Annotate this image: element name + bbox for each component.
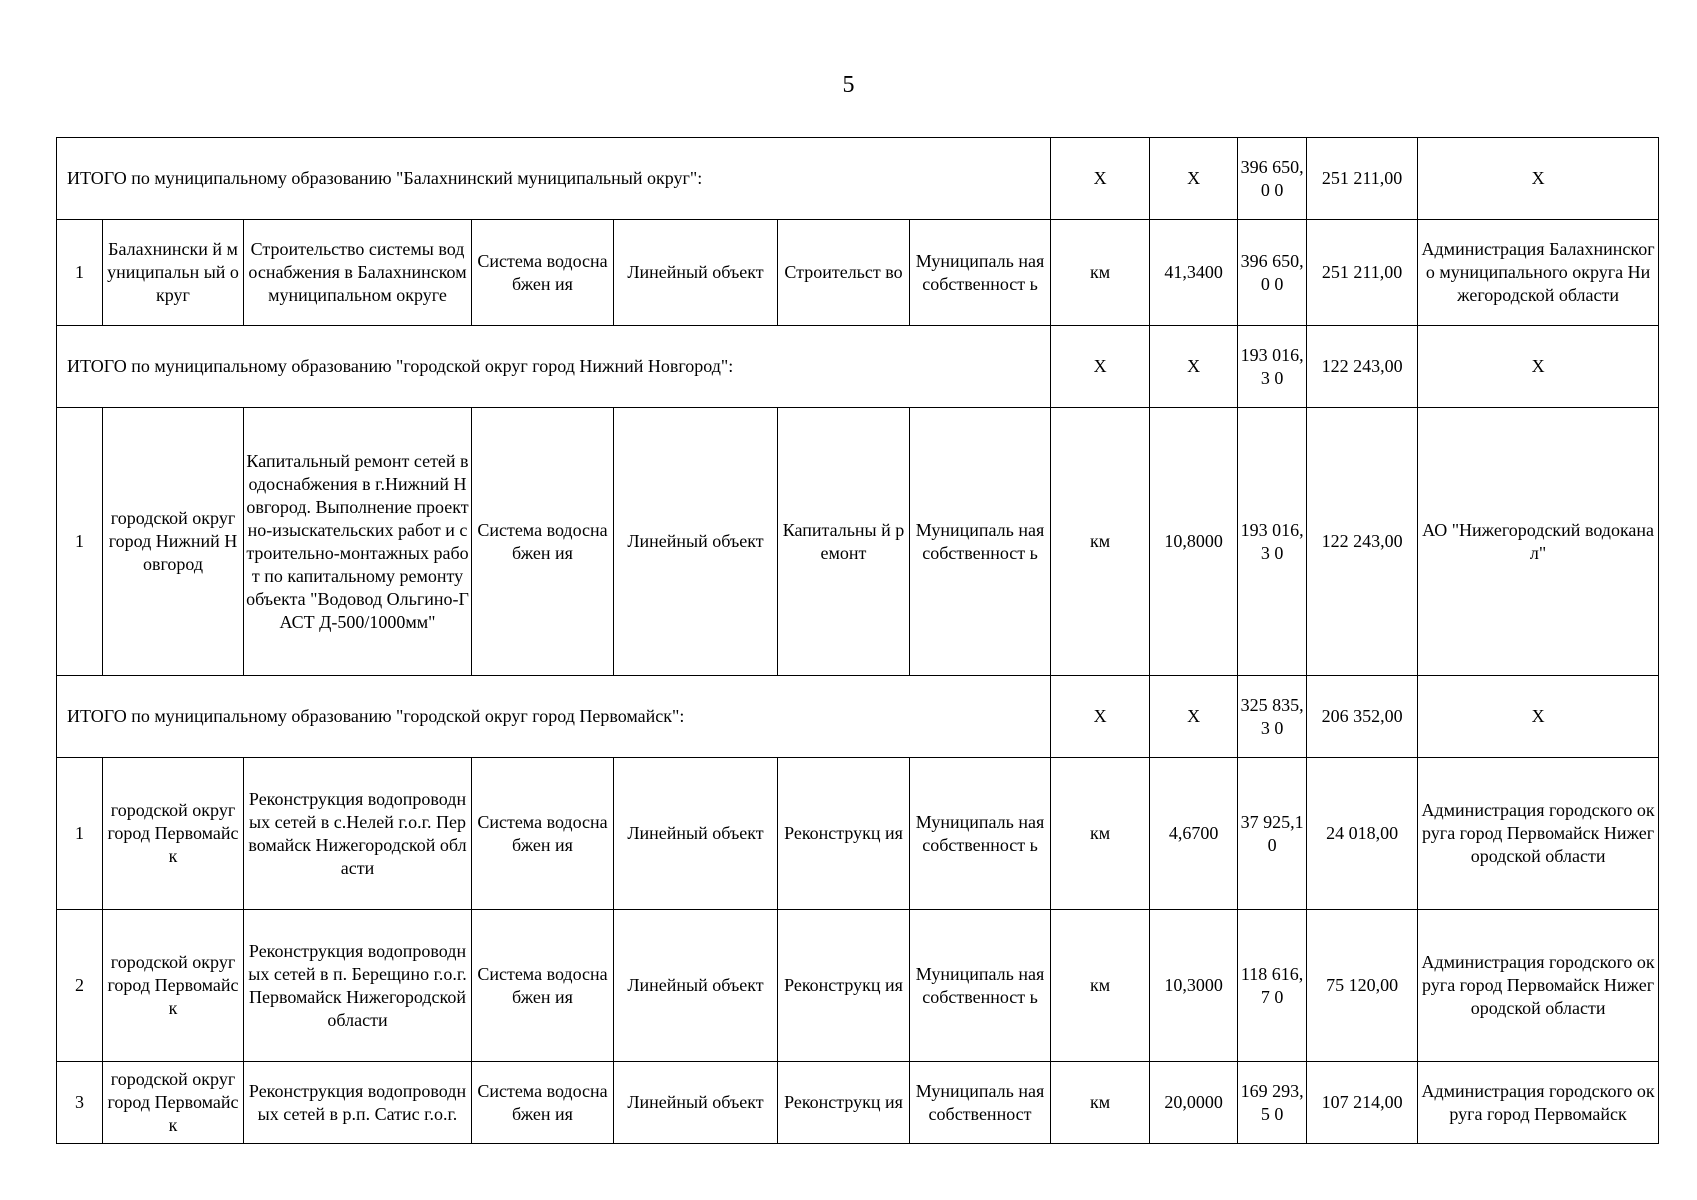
- object-name-cell: Реконструкция водопроводных сетей в п. Берещино г.о.г. Первомайск Нижегородской области: [244, 910, 472, 1062]
- object-type-cell: Линейный объект: [614, 408, 778, 676]
- object-type-cell: Линейный объект: [614, 1062, 778, 1144]
- total-x-cell: X: [1051, 138, 1150, 220]
- row-number: 1: [57, 758, 103, 910]
- ownership-cell: Муниципаль ная собственност: [910, 1062, 1051, 1144]
- length-cell: 4,6700: [1150, 758, 1238, 910]
- cost-part-cell: 122 243,00: [1307, 408, 1418, 676]
- cost-total-cell: 396 650,0 0: [1238, 220, 1307, 326]
- row-number: 1: [57, 408, 103, 676]
- row-number: 2: [57, 910, 103, 1062]
- customer-cell: Администрация городского округа город Первомайск Нижегородской области: [1418, 758, 1659, 910]
- municipality-cell: городской округ город Первомайск: [103, 1062, 244, 1144]
- total-x-cell: X: [1150, 676, 1238, 758]
- length-cell: 41,3400: [1150, 220, 1238, 326]
- total-label: ИТОГО по муниципальному образованию "городской округ город Нижний Новгород":: [57, 326, 1051, 408]
- object-type-cell: Линейный объект: [614, 910, 778, 1062]
- total-x-cell: X: [1418, 676, 1659, 758]
- cost-total-cell: 193 016,3 0: [1238, 408, 1307, 676]
- work-type-cell: Капитальны й ремонт: [778, 408, 910, 676]
- total-x-cell: X: [1051, 326, 1150, 408]
- work-type-cell: Реконструкц ия: [778, 910, 910, 1062]
- unit-cell: км: [1051, 910, 1150, 1062]
- object-name-cell: Капитальный ремонт сетей водоснабжения в г.Нижний Новгород. Выполнение проектно-изыскательских работ и строительно-монтажных работ по капитальному ремонту объекта "Водовод Ольгино-ГАСТ Д-500/1000мм": [244, 408, 472, 676]
- total-cost-cell: 325 835,3 0: [1238, 676, 1307, 758]
- work-type-cell: Строительст во: [778, 220, 910, 326]
- data-table: [56, 137, 1659, 1144]
- cost-total-cell: 118 616,7 0: [1238, 910, 1307, 1062]
- total-cost-part-cell: 206 352,00: [1307, 676, 1418, 758]
- cost-total-cell: 37 925,1 0: [1238, 758, 1307, 910]
- cost-part-cell: 251 211,00: [1307, 220, 1418, 326]
- total-cost-cell: 193 016,3 0: [1238, 326, 1307, 408]
- total-row: [57, 676, 1659, 758]
- total-label: ИТОГО по муниципальному образованию "городской округ город Первомайск":: [57, 676, 1051, 758]
- work-type-cell: Реконструкц ия: [778, 1062, 910, 1144]
- municipality-cell: городской округ город Нижний Новгород: [103, 408, 244, 676]
- object-name-cell: Реконструкция водопроводных сетей в с.Нелей г.о.г. Первомайск Нижегородской области: [244, 758, 472, 910]
- length-cell: 10,3000: [1150, 910, 1238, 1062]
- unit-cell: км: [1051, 220, 1150, 326]
- total-row: [57, 138, 1659, 220]
- item-row: [57, 408, 1659, 676]
- total-row: [57, 326, 1659, 408]
- item-row: [57, 758, 1659, 910]
- unit-cell: км: [1051, 1062, 1150, 1144]
- object-type-cell: Линейный объект: [614, 220, 778, 326]
- system-cell: Система водоснабжен ия: [472, 220, 614, 326]
- page-number: 5: [842, 72, 855, 98]
- cost-total-cell: 169 293,5 0: [1238, 1062, 1307, 1144]
- unit-cell: км: [1051, 408, 1150, 676]
- work-type-cell: Реконструкц ия: [778, 758, 910, 910]
- total-label: ИТОГО по муниципальному образованию "Балахнинский муниципальный округ":: [57, 138, 1051, 220]
- customer-cell: Администрация городского округа город Первомайск Нижегородской области: [1418, 910, 1659, 1062]
- length-cell: 10,8000: [1150, 408, 1238, 676]
- system-cell: Система водоснабжен ия: [472, 1062, 614, 1144]
- cost-part-cell: 75 120,00: [1307, 910, 1418, 1062]
- total-x-cell: X: [1150, 326, 1238, 408]
- length-cell: 20,0000: [1150, 1062, 1238, 1144]
- cost-part-cell: 107 214,00: [1307, 1062, 1418, 1144]
- system-cell: Система водоснабжен ия: [472, 910, 614, 1062]
- customer-cell: Администрация Балахнинского муниципального округа Нижегородской области: [1418, 220, 1659, 326]
- item-row: [57, 1062, 1659, 1144]
- system-cell: Система водоснабжен ия: [472, 408, 614, 676]
- municipality-cell: городской округ город Первомайск: [103, 910, 244, 1062]
- row-number: 1: [57, 220, 103, 326]
- ownership-cell: Муниципаль ная собственност ь: [910, 220, 1051, 326]
- total-cost-cell: 396 650,0 0: [1238, 138, 1307, 220]
- municipality-cell: городской округ город Первомайск: [103, 758, 244, 910]
- total-x-cell: X: [1418, 326, 1659, 408]
- total-cost-part-cell: 251 211,00: [1307, 138, 1418, 220]
- item-row: [57, 220, 1659, 326]
- total-x-cell: X: [1150, 138, 1238, 220]
- customer-cell: АО "Нижегородский водоканал": [1418, 408, 1659, 676]
- row-number: 3: [57, 1062, 103, 1144]
- system-cell: Система водоснабжен ия: [472, 758, 614, 910]
- total-x-cell: X: [1051, 676, 1150, 758]
- item-row: [57, 910, 1659, 1062]
- total-cost-part-cell: 122 243,00: [1307, 326, 1418, 408]
- object-name-cell: Строительство системы водоснабжения в Балахнинском муниципальном округе: [244, 220, 472, 326]
- municipality-cell: Балахнински й муниципальн ый округ: [103, 220, 244, 326]
- object-type-cell: Линейный объект: [614, 758, 778, 910]
- ownership-cell: Муниципаль ная собственност ь: [910, 910, 1051, 1062]
- customer-cell: Администрация городского округа город Первомайск: [1418, 1062, 1659, 1144]
- ownership-cell: Муниципаль ная собственност ь: [910, 758, 1051, 910]
- object-name-cell: Реконструкция водопроводных сетей в р.п. Сатис г.о.г.: [244, 1062, 472, 1144]
- cost-part-cell: 24 018,00: [1307, 758, 1418, 910]
- ownership-cell: Муниципаль ная собственност ь: [910, 408, 1051, 676]
- unit-cell: км: [1051, 758, 1150, 910]
- total-x-cell: X: [1418, 138, 1659, 220]
